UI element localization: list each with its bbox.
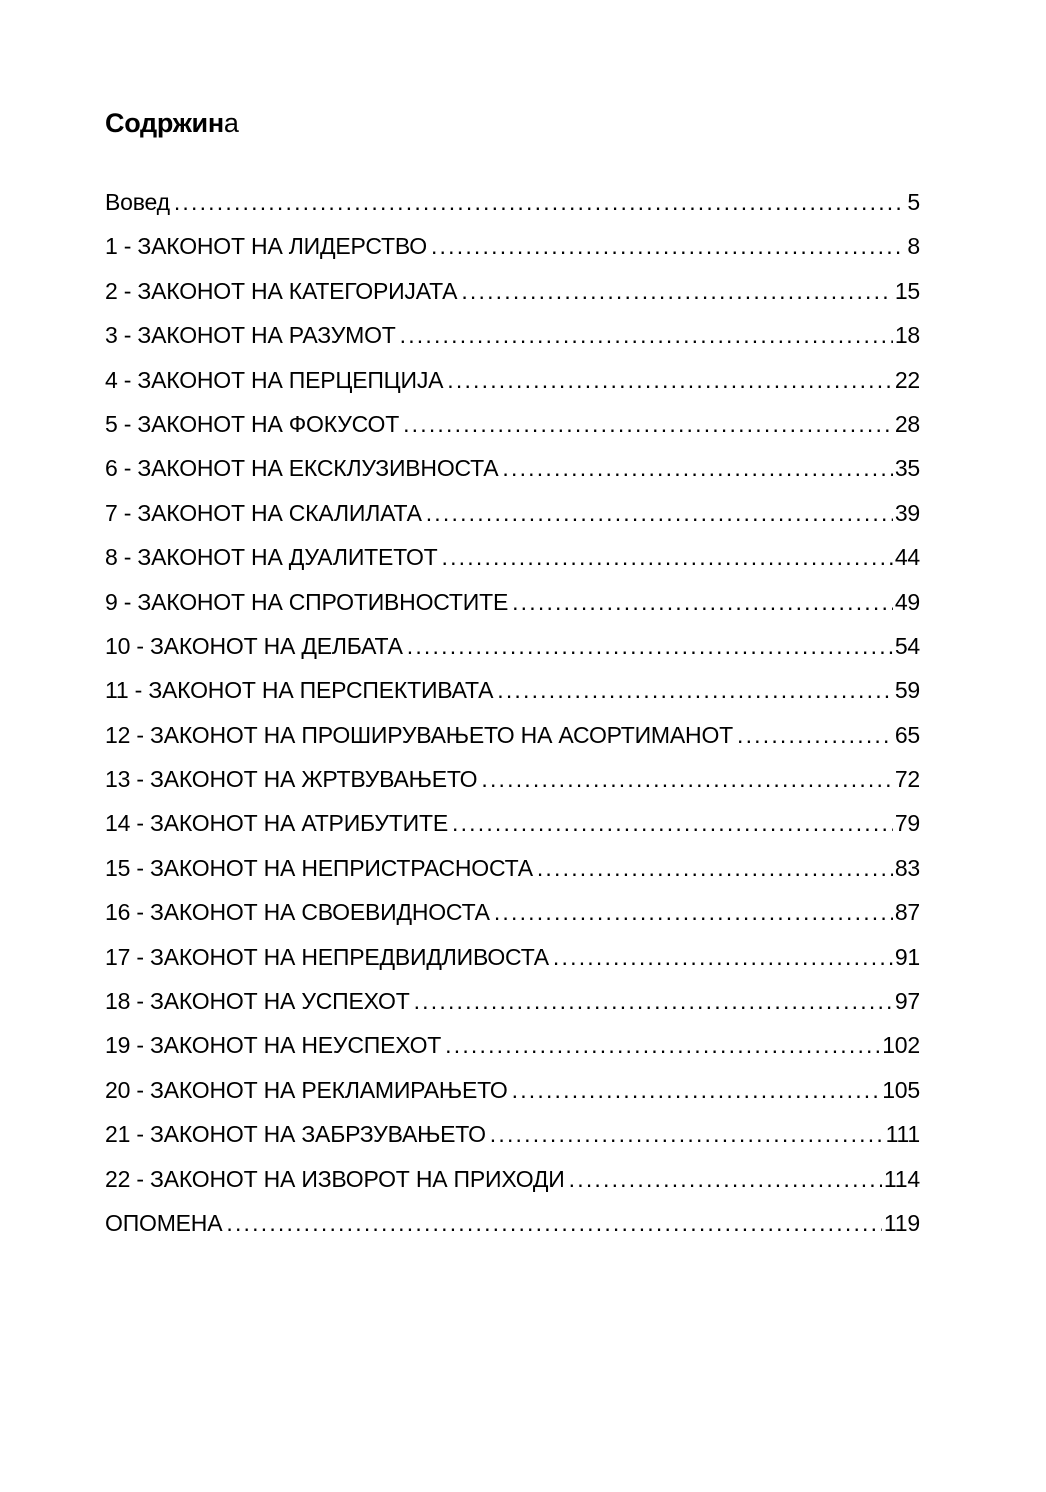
toc-entry-page: 114	[883, 1165, 920, 1192]
toc-entry	[105, 722, 920, 766]
toc-entry-page: 5	[907, 189, 920, 215]
toc-entry-page: 49	[894, 588, 920, 615]
toc-dot-leader	[494, 899, 893, 926]
toc-entry-label: 18 - ЗАКОНОТ НА УСПЕХОТ	[105, 988, 410, 1015]
toc-dot-leader	[431, 233, 905, 260]
toc-dot-leader	[737, 722, 893, 749]
toc-entry-label: 13 - ЗАКОНОТ НА ЖРТВУВАЊЕТО	[105, 766, 478, 793]
toc-dot-leader	[174, 189, 906, 216]
toc-entry-page: 91	[894, 943, 920, 970]
toc-entry	[105, 633, 920, 677]
toc-entry-page: 105	[882, 1076, 920, 1103]
toc-entry-label: 21 - ЗАКОНОТ НА ЗАБРЗУВАЊЕТО	[105, 1121, 486, 1148]
page-title	[105, 108, 920, 139]
toc-dot-leader	[553, 944, 893, 971]
toc-entry-page: 54	[894, 632, 920, 659]
toc-entry-page: 35	[894, 455, 920, 482]
toc-dot-leader	[569, 1166, 882, 1193]
toc-entry-label: 6 - ЗАКОНОТ НА ЕКСКЛУЗИВНОСТА	[105, 455, 499, 482]
toc-entry	[105, 677, 920, 721]
toc-dot-leader	[512, 589, 893, 616]
toc-entry-label: 8 - ЗАКОНОТ НА ДУАЛИТЕТОТ	[105, 544, 438, 571]
toc-entry-label: 16 - ЗАКОНОТ НА СВОЕВИДНОСТА	[105, 899, 490, 926]
toc-entry	[105, 855, 920, 899]
toc-entry-page: 79	[894, 810, 920, 837]
toc-entry-page: 65	[894, 721, 920, 748]
toc-entry-page: 15	[894, 277, 920, 304]
toc-entry-page: 22	[894, 366, 920, 393]
toc-entry-label: 4 - ЗАКОНОТ НА ПЕРЦЕПЦИЈА	[105, 366, 444, 393]
toc-entry-page: 8	[907, 233, 920, 260]
toc-entry	[105, 1077, 920, 1121]
toc-entry	[105, 278, 920, 322]
toc-entry-label: 17 - ЗАКОНОТ НА НЕПРЕДВИДЛИВОСТА	[105, 943, 549, 970]
toc-entry	[105, 322, 920, 366]
toc-entry-page: 83	[894, 854, 920, 881]
toc-entry-label: 19 - ЗАКОНОТ НА НЕУСПЕХОТ	[105, 1032, 442, 1059]
toc-dot-leader	[537, 855, 893, 882]
toc-dot-leader	[426, 500, 893, 527]
toc-dot-leader	[512, 1077, 881, 1104]
toc-entry-page: 119	[883, 1209, 920, 1236]
toc-entry-page: 28	[894, 410, 920, 437]
toc-entry	[105, 411, 920, 455]
toc-dot-leader	[400, 322, 893, 349]
toc-dot-leader	[490, 1121, 884, 1148]
toc-entry-label: ОПОМЕНА	[105, 1209, 223, 1236]
toc-dot-leader	[226, 1210, 882, 1237]
toc-entry-label: 1 - ЗАКОНОТ НА ЛИДЕРСТВО	[105, 233, 427, 260]
toc-dot-leader	[403, 411, 893, 438]
toc-dot-leader	[407, 633, 893, 660]
page-title-bold-part: Содржин	[105, 108, 224, 138]
toc-dot-leader	[461, 278, 893, 305]
toc-entry-label: Вовед	[105, 189, 170, 215]
toc-entry-page: 97	[894, 988, 920, 1015]
toc-entry-label: 20 - ЗАКОНОТ НА РЕКЛАМИРАЊЕТО	[105, 1076, 508, 1103]
toc-entry	[105, 1121, 920, 1165]
toc-entry-page: 18	[894, 322, 920, 349]
toc-dot-leader	[481, 766, 892, 793]
toc-entry	[105, 544, 920, 588]
toc-entry	[105, 810, 920, 854]
toc-entry-page: 44	[894, 544, 920, 571]
toc-dot-leader	[447, 367, 893, 394]
toc-entry	[105, 233, 920, 277]
toc-entry-page: 59	[894, 677, 920, 704]
toc-entry-page: 111	[885, 1121, 920, 1148]
toc-entry-label: 7 - ЗАКОНОТ НА СКАЛИЛАТА	[105, 499, 422, 526]
toc-entry-page: 72	[894, 766, 920, 793]
page-title-regular-part: а	[223, 108, 239, 138]
toc-entry	[105, 589, 920, 633]
toc-entry-label: 5 - ЗАКОНОТ НА ФОКУСОТ	[105, 410, 400, 437]
toc-entry	[105, 189, 920, 233]
toc-entry	[105, 500, 920, 544]
toc-dot-leader	[445, 1032, 880, 1059]
toc-dot-leader	[414, 988, 893, 1015]
toc-entry	[105, 988, 920, 1032]
toc-entry-page: 87	[894, 899, 920, 926]
toc-entry	[105, 1210, 920, 1254]
toc-entry	[105, 899, 920, 943]
toc-entry	[105, 367, 920, 411]
toc-entry-label: 11 - ЗАКОНОТ НА ПЕРСПЕКТИВАТА	[105, 677, 494, 704]
toc-entry	[105, 455, 920, 499]
toc-entry-label: 10 - ЗАКОНОТ НА ДЕЛБАТА	[105, 632, 403, 659]
toc-entry-label: 15 - ЗАКОНОТ НА НЕПРИСТРАСНОСТА	[105, 854, 533, 881]
toc-dot-leader	[452, 810, 893, 837]
toc-entry-label: 2 - ЗАКОНОТ НА КАТЕГОРИЈАТА	[105, 277, 458, 304]
toc-entry-label: 14 - ЗАКОНОТ НА АТРИБУТИТЕ	[105, 810, 448, 837]
toc-entry-label: 12 - ЗАКОНОТ НА ПРОШИРУВАЊЕТО НА АСОРТИМАНОТ	[105, 721, 733, 748]
toc-entry	[105, 1166, 920, 1210]
table-of-contents	[105, 189, 920, 1254]
toc-entry-page: 39	[894, 499, 920, 526]
toc-entry	[105, 1032, 920, 1076]
toc-entry-label: 22 - ЗАКОНОТ НА ИЗВОРОТ НА ПРИХОДИ	[105, 1165, 565, 1192]
toc-entry-page: 102	[882, 1032, 920, 1059]
toc-entry-label: 9 - ЗАКОНОТ НА СПРОТИВНОСТИТЕ	[105, 588, 509, 615]
toc-entry	[105, 766, 920, 810]
toc-entry	[105, 944, 920, 988]
toc-dot-leader	[442, 544, 893, 571]
toc-dot-leader	[497, 677, 893, 704]
toc-dot-leader	[502, 455, 892, 482]
toc-entry-label: 3 - ЗАКОНОТ НА РАЗУМОТ	[105, 322, 396, 349]
